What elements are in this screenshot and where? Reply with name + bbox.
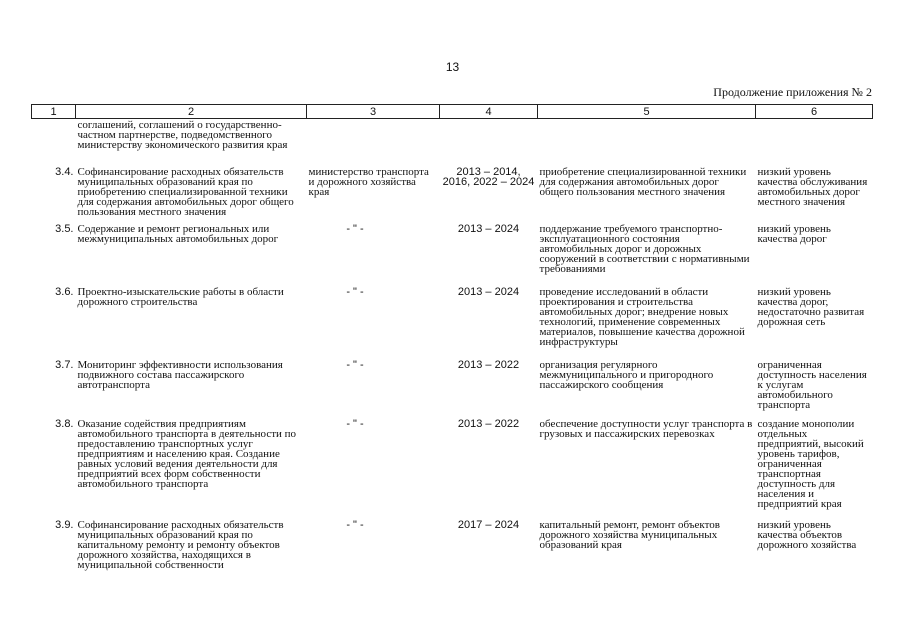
measure-name: Проектно-изыскательские работы в области дорожного строительства [77, 286, 284, 308]
row-number: 3.4. [55, 166, 74, 178]
period: 2013 – 2022 [457, 418, 520, 430]
continuation-text: соглашений, соглашений о государственно-частном партнерстве, подведомственного министерству экономического развития края [77, 119, 288, 151]
row-number: 3.8. [55, 418, 74, 430]
column-header-2: 2 [76, 105, 307, 119]
row-number: 3.9. [55, 519, 74, 531]
measure-name: Мониторинг эффективности использования подвижного состава пассажирского автотранспорта [77, 359, 283, 391]
table-row [32, 217, 873, 274]
consequence: низкий уровень качества дорог [757, 223, 831, 245]
table-row [32, 150, 873, 217]
executor: - " - [346, 519, 364, 531]
appendix-continuation-note: Продолжение приложения № 2 [713, 85, 872, 99]
column-header-4: 4 [440, 105, 538, 119]
column-header-1: 1 [32, 105, 76, 119]
column-header-3: 3 [307, 105, 440, 119]
period: 2013 – 2024 [457, 286, 520, 298]
row-number: 3.5. [55, 223, 74, 235]
measure-name: Содержание и ремонт региональных или межмуниципальных автомобильных дорог [77, 223, 279, 245]
executor: - " - [346, 223, 364, 235]
executor: - " - [346, 286, 364, 298]
row-number: 3.7. [55, 359, 74, 371]
table-row [32, 347, 873, 410]
table-row-continuation [32, 119, 873, 151]
expected-result: обеспечение доступности услуг транспорта в грузовых и пассажирских перевозках [539, 418, 753, 440]
consequence: ограниченная доступность населения к услугам автомобильного транспорта [757, 359, 867, 411]
expected-result: проведение исследований в области проектирования и строительства автомобильных дорог; внедрение новых технологий, применение современных материалов, повышение качества дорожной инфраструктуры [539, 286, 745, 348]
table-row [32, 410, 873, 509]
period: 2013 – 2014, 2016, 2022 – 2024 [442, 166, 535, 188]
measure-name: Софинансирование расходных обязательств муниципальных образований края по приобретению специализированной техники для содержания автомобильных дорог общего пользования местного значения [77, 166, 294, 218]
consequence: низкий уровень качества обслуживания автомобильных дорог местного значения [757, 166, 868, 208]
consequence: низкий уровень качества объектов дорожного хозяйства [757, 519, 857, 551]
table-row [32, 274, 873, 347]
table-row [32, 509, 873, 570]
executor: - " - [346, 418, 364, 430]
expected-result: организация регулярного межмуниципального и пригородного пассажирского сообщения [539, 359, 714, 391]
measures-table [31, 104, 873, 570]
period: 2013 – 2022 [457, 359, 520, 371]
executor: - " - [346, 359, 364, 371]
page-number: 13 [445, 60, 460, 74]
expected-result: приобретение специализированной техники для содержания автомобильных дорог общего пользования местного значения [539, 166, 747, 198]
executor: министерство транспорта и дорожного хозяйства края [308, 166, 429, 198]
consequence: создание монополии отдельных предприятий, высокий уровень тарифов, ограниченная транспортная доступность для населения и предприятий края [757, 418, 864, 510]
period: 2013 – 2024 [457, 223, 520, 235]
expected-result: поддержание требуемого транспортно-эксплуатационного состояния автомобильных дорог и дорожных сооружений в соответствии с нормативными требованиями [539, 223, 750, 275]
measure-name: Софинансирование расходных обязательств муниципальных образований края по капитальному ремонту и ремонту объектов дорожного хозяйства, находящихся в муниципальной собственности [77, 519, 284, 571]
measure-name: Оказание содействия предприятиям автомобильного транспорта в деятельности по предоставлению транспортных услуг предприятиям и населению края. Создание равных условий ведения деятельности для предприятий всех форм собственности автомобильного транспорта [77, 418, 297, 490]
consequence: низкий уровень качества дорог, недостаточно развитая дорожная сеть [757, 286, 865, 328]
expected-result: капитальный ремонт, ремонт объектов дорожного хозяйства муниципальных образований края [539, 519, 720, 551]
table-header [32, 105, 873, 119]
column-header-5: 5 [538, 105, 756, 119]
period: 2017 – 2024 [457, 519, 520, 531]
row-number: 3.6. [55, 286, 74, 298]
column-header-6: 6 [756, 105, 873, 119]
